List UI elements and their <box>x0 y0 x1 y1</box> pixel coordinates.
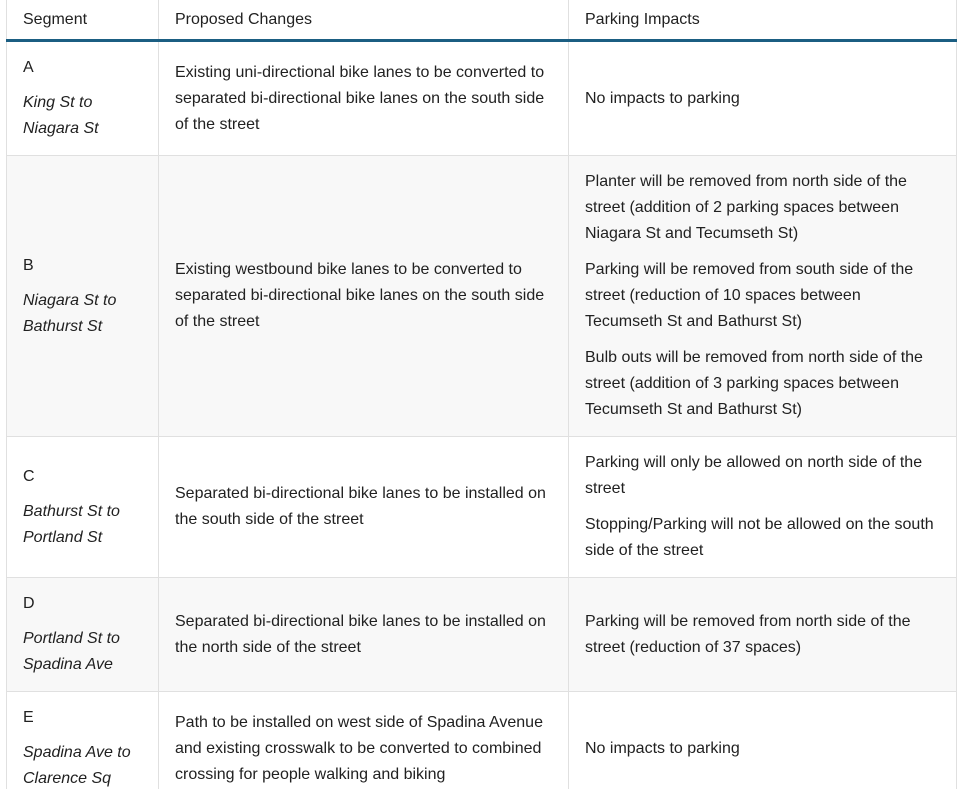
parking-impacts-cell <box>569 156 957 437</box>
segment-letter: A <box>23 59 34 76</box>
segment-letter: E <box>23 709 34 726</box>
proposed-changes-cell <box>159 692 569 789</box>
proposed-changes-cell <box>159 41 569 156</box>
segment-letter: C <box>23 467 35 485</box>
segment-cell <box>7 41 159 156</box>
table-row <box>7 437 957 578</box>
table-row <box>7 578 957 692</box>
segments-table <box>6 0 957 789</box>
parking-impact-text: Stopping/Parking will not be allowed on the south side of the street <box>585 516 934 559</box>
parking-impacts-cell <box>569 578 957 692</box>
column-header-parking-impacts: Parking Impacts <box>569 0 957 41</box>
segment-letter: D <box>23 595 35 612</box>
segments-table-wrap <box>6 0 956 789</box>
segment-cell <box>7 578 159 692</box>
proposed-change-text: Separated bi-directional bike lanes to be installed on the south side of the street <box>175 485 546 528</box>
table-row <box>7 41 957 156</box>
parking-impact-text: No impacts to parking <box>585 739 740 757</box>
parking-impact-text: Parking will be removed from south side of the street (reduction of 10 spaces between Tecumseth St and Bathurst St) <box>585 261 914 330</box>
header-row <box>7 0 957 41</box>
table-row <box>7 692 957 789</box>
parking-impacts-cell <box>569 437 957 578</box>
segment-cell <box>7 156 159 437</box>
segment-cell <box>7 692 159 789</box>
proposed-changes-cell <box>159 578 569 692</box>
proposed-change-text: Path to be installed on west side of Spadina Avenue and existing crosswalk to be converted to combined crossing for people walking and biking <box>175 713 543 783</box>
table-row <box>7 156 957 437</box>
parking-impact-text: Parking will only be allowed on north side of the street <box>585 454 923 497</box>
parking-impact-text: Planter will be removed from north side of the street (addition of 2 parking spaces between Niagara St and Tecumseth St) <box>585 173 907 242</box>
parking-impact-text: Parking will be removed from north side of the street (reduction of 37 spaces) <box>585 612 911 656</box>
segment-range: Niagara St to Bathurst St <box>23 291 117 335</box>
column-header-segment: Segment <box>7 0 159 41</box>
parking-impact-text: Bulb outs will be removed from north side of the street (addition of 3 parking spaces between Tecumseth St and Bathurst St) <box>585 349 923 418</box>
segment-range: Portland St to Spadina Ave <box>23 630 120 673</box>
proposed-changes-cell <box>159 437 569 578</box>
proposed-changes-cell <box>159 156 569 437</box>
proposed-change-text: Existing uni-directional bike lanes to be converted to separated bi-directional bike lanes on the south side of the street <box>175 63 545 133</box>
column-header-proposed-changes: Proposed Changes <box>159 0 569 41</box>
parking-impact-text: No impacts to parking <box>585 89 740 107</box>
table-header <box>7 0 957 41</box>
proposed-change-text: Existing westbound bike lanes to be converted to separated bi-directional bike lanes on the south side of the street <box>175 261 545 330</box>
parking-impacts-cell <box>569 692 957 789</box>
segment-letter: B <box>23 256 34 274</box>
segment-cell <box>7 437 159 578</box>
proposed-change-text: Separated bi-directional bike lanes to be installed on the north side of the street <box>175 612 546 656</box>
table-body <box>7 41 957 789</box>
segment-range: Bathurst St to Portland St <box>23 502 120 546</box>
segment-range: Spadina Ave to Clarence Sq <box>23 744 131 787</box>
parking-impacts-cell <box>569 41 957 156</box>
segment-range: King St to Niagara St <box>23 94 99 137</box>
